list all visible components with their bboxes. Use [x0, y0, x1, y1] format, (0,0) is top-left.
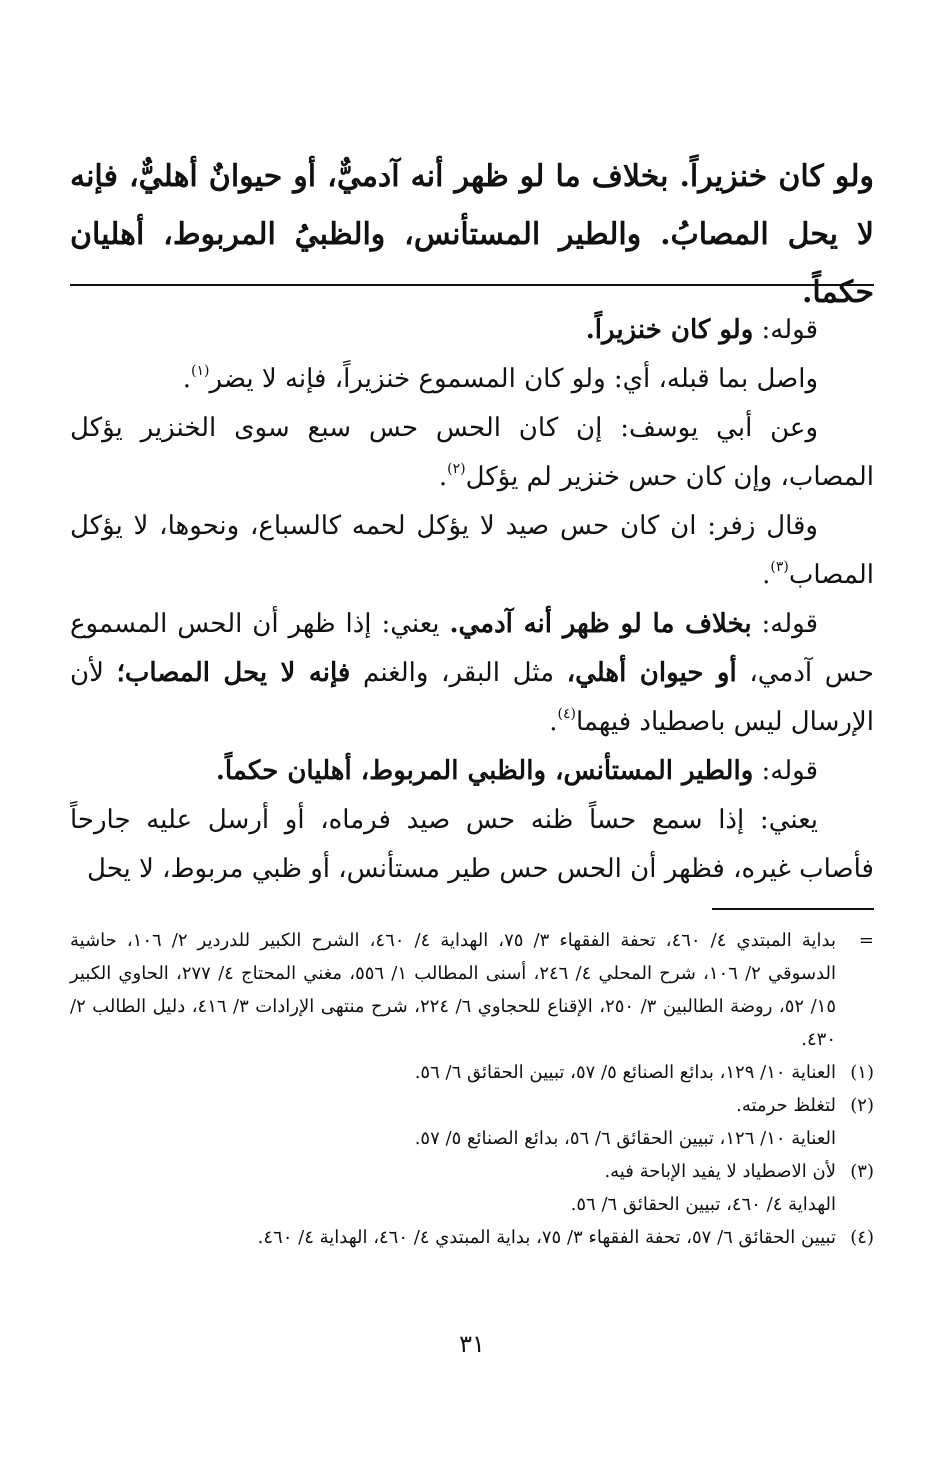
p5-quote-1: بخلاف ما لو ظهر أنه آدمي.: [449, 609, 752, 639]
commentary-p1: [70, 306, 874, 355]
p5-quote-2: أو حيوان أهلي،: [566, 658, 737, 688]
p6-intro: قوله:: [761, 756, 818, 786]
commentary: [70, 306, 874, 894]
p1-quote: ولو كان خنزيراً.: [585, 315, 754, 345]
footnote-2-source: العناية ١٠/ ١٢٦، تبيين الحقائق ٦/ ٥٦، بدائع الصنائع ٥/ ٥٧.: [414, 1128, 836, 1149]
footnote-continuation: [70, 924, 874, 1056]
p1-intro: قوله:: [761, 315, 818, 345]
footnote-separator: [712, 908, 874, 910]
p5-quote-3: فإنه لا يحل المصاب؛: [116, 658, 351, 688]
footnotes: [70, 924, 874, 1254]
commentary-p3: [70, 404, 874, 502]
footnote-mark: (٣): [850, 1161, 874, 1182]
p4-end: .: [762, 560, 771, 590]
footnote-4: [70, 1221, 874, 1254]
p3-end: .: [438, 462, 448, 492]
footnote-ref-2: (٢): [447, 461, 466, 477]
footnote-ref-1: (١): [191, 363, 210, 379]
separator-rule: [70, 284, 874, 286]
commentary-p4: [70, 502, 874, 600]
footnote-mark: (١): [850, 1062, 874, 1083]
footnote-mark: =: [858, 930, 874, 951]
p5-text-2: مثل البقر، والغنم: [363, 658, 555, 688]
commentary-p7: [70, 796, 874, 894]
footnote-text: لأن الاصطياد لا يفيد الإباحة فيه.: [604, 1161, 836, 1182]
footnote-text: العناية ١٠/ ١٢٩، بدائع الصنائع ٥/ ٥٧، تبيين الحقائق ٦/ ٥٦.: [414, 1062, 836, 1083]
commentary-p5: [70, 600, 874, 747]
commentary-p6: [70, 747, 874, 796]
footnote-text: بداية المبتدي ٤/ ٤٦٠، تحفة الفقهاء ٣/ ٧٥، الهداية ٤/ ٤٦٠، الشرح الكبير للدردير ٢/ ١٠٦، حاشية الدسوقي ٢/ ١٠٦، شرح المحلي ٤/ ٢٤٦، أسنى المطالب ١/ ٥٥٦، مغني المحتاج ٤/ ٢٧٧، الحاوي الكبير ١٥/ ٥٢، روضة الطالبين ٣/ ٢٥٠، الإقناع للحجاوي ٦/ ٢٢٤، شرح منتهى الإرادات ٣/ ٤١٦، دليل الطالب ٢/ ٤٣٠.: [70, 930, 836, 1050]
footnote-ref-3: (٣): [770, 559, 789, 575]
commentary-p2: [70, 355, 874, 404]
p5-text-1: يعني: إذا ظهر أن الحس المسموع حس آدمي،: [70, 609, 874, 688]
footnote-3-source: الهداية ٤/ ٤٦٠، تبيين الحقائق ٦/ ٥٦.: [570, 1194, 836, 1215]
p7-text: يعني: إذا سمع حساً ظنه حس صيد فرماه، أو أرسل عليه جارحاً فأصاب غيره، فظهر أن الحس حس طير مستأنس، أو ظبي مربوط، لا يحل: [70, 805, 874, 884]
p5-text-3: لأن الإرسال ليس باصطياد فيهما: [70, 658, 874, 737]
p2-end: .: [182, 364, 191, 394]
p5-intro: قوله:: [761, 609, 819, 639]
main-text: ولو كان خنزيراً. بخلاف ما لو ظهر أنه آدميٌّ، أو حيوانٌ أهليٌّ، فإنه لا يحل المصابُ. والطير المستأنس، والظبيُ المربوط، أهليان حكماً.: [70, 159, 874, 310]
p2-text: واصل بما قبله، أي: ولو كان المسموع خنزيراً، فإنه لا يضر: [209, 364, 818, 394]
footnote-3: [70, 1155, 874, 1188]
p5-end: .: [549, 707, 558, 737]
page-number: ٣١: [459, 1330, 485, 1358]
p6-quote: والطير المستأنس، والظبي المربوط، أهليان حكماً.: [215, 756, 754, 786]
footnote-mark: (٤): [850, 1227, 874, 1248]
p3-text: وعن أبي يوسف: إن كان الحس حس سبع سوى الخنزير يؤكل المصاب، وإن كان حس خنزير لم يؤكل: [70, 413, 874, 492]
footnote-text: تبيين الحقائق ٦/ ٥٧، تحفة الفقهاء ٣/ ٧٥، بداية المبتدي ٤/ ٤٦٠، الهداية ٤/ ٤٦٠.: [257, 1227, 836, 1248]
footnote-text: لتغلظ حرمته.: [736, 1095, 836, 1116]
footnote-2: [70, 1089, 874, 1122]
footnote-mark: (٢): [850, 1095, 874, 1116]
footnote-1: [70, 1056, 874, 1089]
footnote-ref-4: (٤): [557, 706, 576, 722]
p4-text: وقال زفر: ان كان حس صيد لا يؤكل لحمه كالسباع، ونحوها، لا يؤكل المصاب: [70, 511, 874, 590]
